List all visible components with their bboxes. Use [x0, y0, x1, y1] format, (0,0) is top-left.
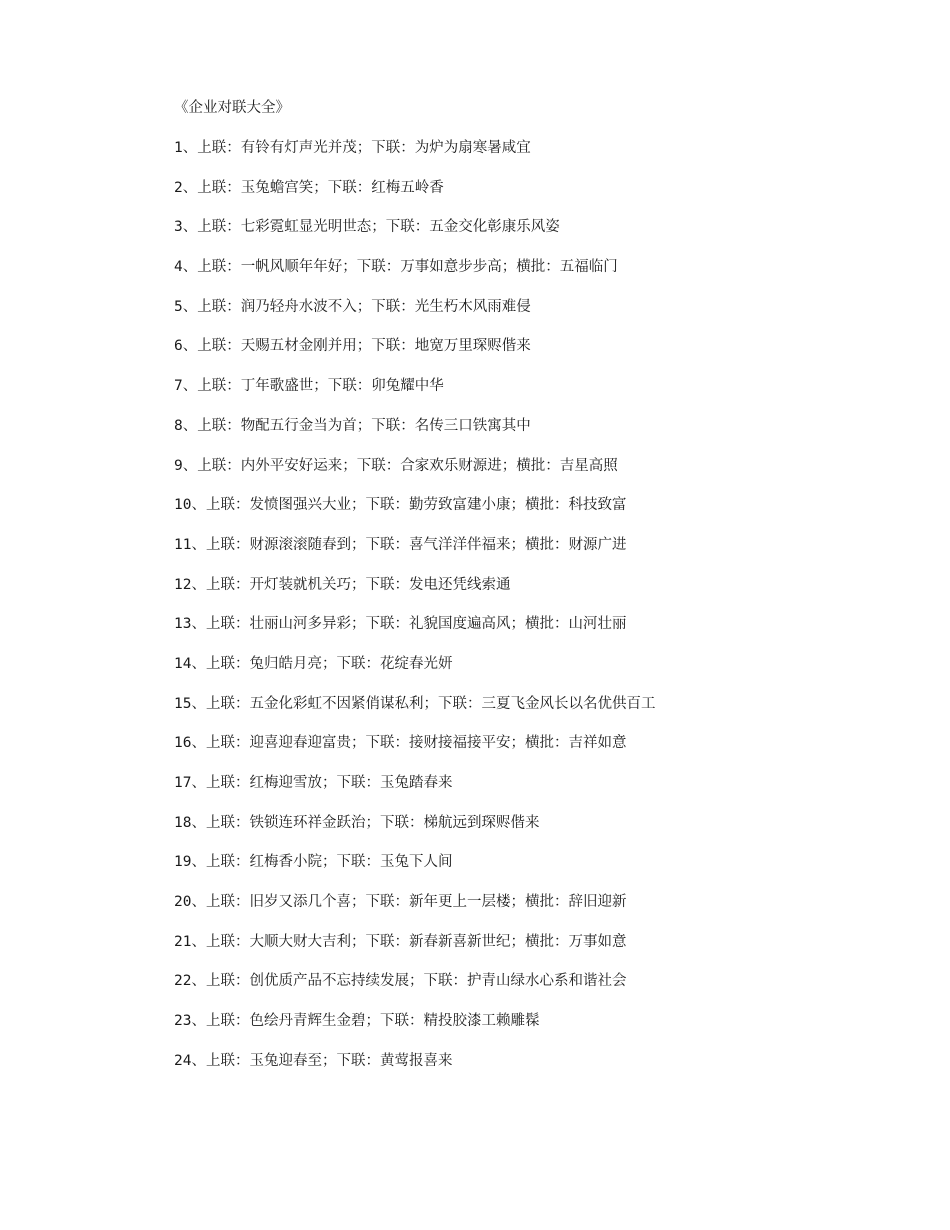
couplet-line: 8、上联：物配五行金当为首；下联：名传三口铁寓其中 — [174, 417, 531, 434]
couplet-line: 21、上联：大顺大财大吉利；下联：新春新喜新世纪；横批：万事如意 — [174, 933, 627, 950]
couplet-line: 12、上联：开灯装就机关巧；下联：发电还凭线索通 — [174, 576, 511, 593]
document-title: 《企业对联大全》 — [174, 100, 290, 116]
couplet-line: 7、上联：丁年歌盛世；下联：卯兔耀中华 — [174, 378, 444, 395]
couplet-line: 10、上联：发愤图强兴大业；下联：勤劳致富建小康；横批：科技致富 — [174, 497, 627, 514]
couplet-line: 22、上联：创优质产品不忘持续发展；下联：护青山绿水心系和谐社会 — [174, 973, 627, 990]
document-body — [174, 94, 874, 1087]
couplet-line: 24、上联：玉兔迎春至；下联：黄莺报喜来 — [174, 1052, 453, 1069]
couplet-line: 4、上联：一帆风顺年年好；下联：万事如意步步高；横批：五福临门 — [174, 259, 618, 276]
couplet-line: 19、上联：红梅香小院；下联：玉兔下人间 — [174, 854, 453, 871]
couplet-line: 16、上联：迎喜迎春迎富贵；下联：接财接福接平安；横批：吉祥如意 — [174, 735, 627, 752]
couplet-line: 5、上联：润乃轻舟水波不入；下联：光生朽木风雨难侵 — [174, 298, 531, 315]
couplet-line: 18、上联：铁锁连环祥金跃治；下联：梯航远到琛赆偕来 — [174, 814, 540, 831]
couplet-line: 15、上联：五金化彩虹不因紧俏谋私利；下联：三夏飞金风长以名优供百工 — [174, 695, 656, 712]
couplet-line: 14、上联：兔归皓月亮；下联：花绽春光妍 — [174, 655, 453, 672]
couplet-line: 9、上联：内外平安好运来；下联：合家欢乐财源进；横批：吉星高照 — [174, 457, 618, 474]
couplet-line: 23、上联：色绘丹青辉生金碧；下联：精投胶漆工赖雕髹 — [174, 1013, 540, 1030]
couplet-line: 13、上联：壮丽山河多异彩；下联：礼貌国度遍高风；横批：山河壮丽 — [174, 616, 627, 633]
couplet-line: 3、上联：七彩霓虹显光明世态；下联：五金交化彰康乐风姿 — [174, 219, 560, 236]
couplet-line: 17、上联：红梅迎雪放；下联：玉兔踏春来 — [174, 775, 453, 791]
couplet-line: 20、上联：旧岁又添几个喜；下联：新年更上一层楼；横批：辞旧迎新 — [174, 894, 627, 911]
couplet-line: 2、上联：玉兔蟾宫笑；下联：红梅五岭香 — [174, 179, 444, 196]
couplet-line: 1、上联：有铃有灯声光并茂；下联：为炉为扇寒暑咸宜 — [174, 140, 531, 156]
couplet-line: 6、上联：天赐五材金刚并用；下联：地宽万里琛赆偕来 — [174, 338, 531, 355]
couplet-line: 11、上联：财源滚滚随春到；下联：喜气洋洋伴福来；横批：财源广进 — [174, 536, 627, 553]
couplet-list — [174, 134, 874, 1087]
